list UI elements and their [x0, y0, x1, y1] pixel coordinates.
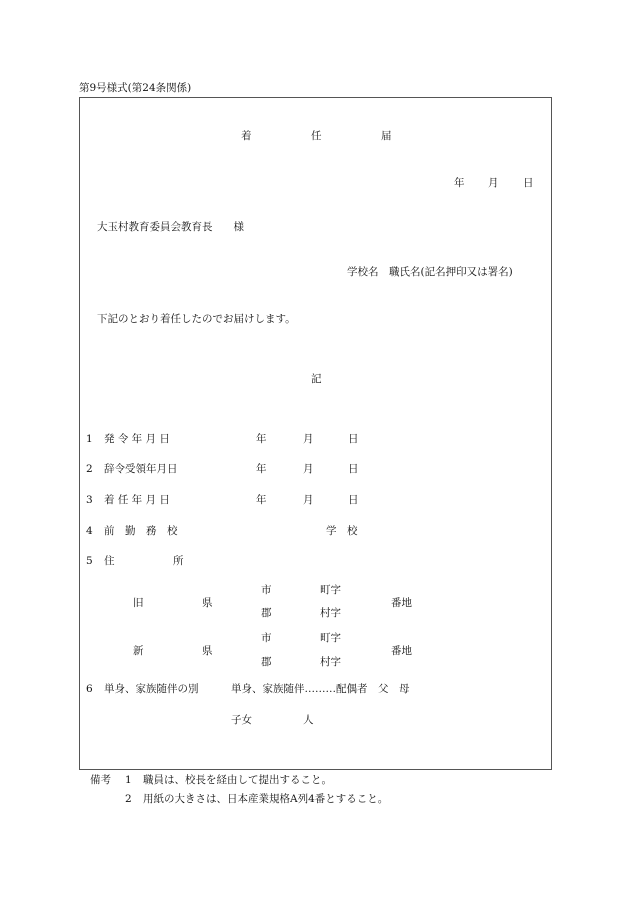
title-char-2: 任 [311, 130, 322, 142]
title-char-1: 着 [241, 130, 252, 142]
item-4-school-suffix: 学 校 [326, 525, 358, 537]
new-address-town: 町字 [320, 632, 341, 644]
old-address-village: 村字 [320, 607, 341, 619]
date-day: 日 [523, 177, 534, 189]
new-address-city: 市 [261, 632, 272, 644]
item-6-children: 子女 [231, 714, 252, 726]
old-address-town: 町字 [320, 584, 341, 596]
item-3-label: 着 任 年 月 日 [104, 494, 170, 506]
old-address-label: 旧 [133, 597, 144, 609]
item-2-year: 年 [256, 463, 267, 475]
new-address-village: 村字 [320, 656, 341, 668]
item-1-month: 月 [303, 433, 314, 445]
item-5-label-b: 所 [173, 555, 184, 567]
date-year: 年 [454, 177, 465, 189]
item-2-day: 日 [348, 463, 359, 475]
new-address-label: 新 [133, 645, 144, 657]
item-1-year: 年 [256, 433, 267, 445]
note-2-number: 2 [125, 793, 132, 805]
item-3-month: 月 [303, 494, 314, 506]
item-2-number: 2 [86, 463, 93, 475]
date-month: 月 [488, 177, 499, 189]
old-address-gun: 郡 [261, 607, 272, 619]
new-address-banchi: 番地 [391, 645, 412, 657]
title-char-3: 届 [381, 130, 392, 142]
new-address-pref: 県 [202, 645, 213, 657]
item-5-number: 5 [86, 555, 93, 567]
new-address-gun: 郡 [261, 656, 272, 668]
item-1-number: 1 [86, 433, 93, 445]
old-address-city: 市 [261, 584, 272, 596]
form-number-label: 第9号様式(第24条関係) [79, 82, 192, 94]
item-1-day: 日 [348, 433, 359, 445]
item-6-label: 単身、家族随伴の別 [104, 683, 199, 695]
item-5-label-a: 住 [104, 555, 115, 567]
item-6-options: 単身、家族随伴………配偶者 父 母 [231, 683, 410, 695]
note-1-text: 職員は、校長を経由して提出すること。 [143, 774, 332, 786]
item-2-label: 辞令受領年月日 [104, 463, 178, 475]
item-4-label: 前 勤 務 校 [104, 525, 178, 537]
signer-line: 学校名 職氏名(記名押印又は署名) [347, 266, 513, 278]
item-6-number: 6 [86, 683, 93, 695]
old-address-pref: 県 [202, 597, 213, 609]
notes-label: 備考 [90, 774, 111, 786]
old-address-banchi: 番地 [391, 597, 412, 609]
note-1-number: 1 [125, 774, 132, 786]
item-3-day: 日 [348, 494, 359, 506]
intro-text: 下記のとおり着任したのでお届けします。 [97, 313, 296, 325]
item-6-persons: 人 [303, 714, 314, 726]
item-2-month: 月 [303, 463, 314, 475]
item-3-number: 3 [86, 494, 93, 506]
addressee: 大玉村教育委員会教育長 様 [97, 221, 244, 233]
item-1-label: 発 令 年 月 日 [104, 433, 170, 445]
item-3-year: 年 [256, 494, 267, 506]
ki-heading: 記 [311, 373, 322, 385]
note-2-text: 用紙の大きさは、日本産業規格A列4番とすること。 [143, 793, 389, 805]
item-4-number: 4 [86, 525, 93, 537]
